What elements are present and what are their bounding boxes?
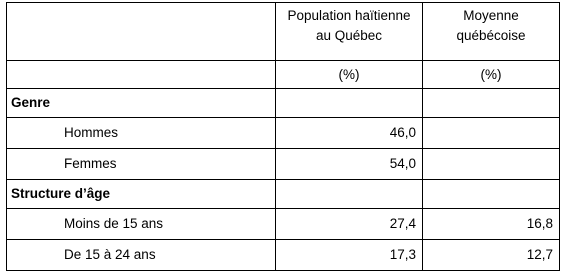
row-label: Femmes (7, 149, 276, 180)
unit-population: (%) (276, 61, 423, 89)
table-row (7, 209, 560, 240)
table-row (7, 149, 560, 180)
value-population-haitienne: 46,0 (276, 118, 423, 149)
statistics-table (6, 2, 560, 271)
row-label: De 15 à 24 ans (7, 240, 276, 271)
unit-moyenne: (%) (423, 61, 560, 89)
header-population-line2: au Québec (315, 28, 383, 43)
table-header-row (7, 3, 560, 61)
header-moyenne-line1: Moyenne (463, 8, 519, 23)
value-population-haitienne: 17,3 (276, 240, 423, 271)
table-row (7, 118, 560, 149)
value-moyenne-quebecoise (423, 118, 560, 149)
value-moyenne-quebecoise: 16,8 (423, 209, 560, 240)
row-label: Hommes (7, 118, 276, 149)
table-row (7, 240, 560, 271)
section-cell-empty (423, 180, 560, 209)
row-label: Moins de 15 ans (7, 209, 276, 240)
header-population-haitienne (276, 3, 423, 61)
value-population-haitienne: 27,4 (276, 209, 423, 240)
section-label-structure-age: Structure d’âge (7, 180, 276, 209)
value-population-haitienne: 54,0 (276, 149, 423, 180)
section-cell-empty (423, 89, 560, 118)
section-cell-empty (276, 180, 423, 209)
header-moyenne-line2: québécoise (456, 28, 526, 43)
value-moyenne-quebecoise (423, 149, 560, 180)
section-row-genre (7, 89, 560, 118)
units-row (7, 61, 560, 89)
value-moyenne-quebecoise: 12,7 (423, 240, 560, 271)
section-cell-empty (276, 89, 423, 118)
header-moyenne-quebecoise (423, 3, 560, 61)
section-row-structure-age (7, 180, 560, 209)
units-cell-empty (7, 61, 276, 89)
header-population-line1: Population haïtienne (287, 8, 411, 23)
section-label-genre: Genre (7, 89, 276, 118)
header-cell-empty (7, 3, 276, 61)
